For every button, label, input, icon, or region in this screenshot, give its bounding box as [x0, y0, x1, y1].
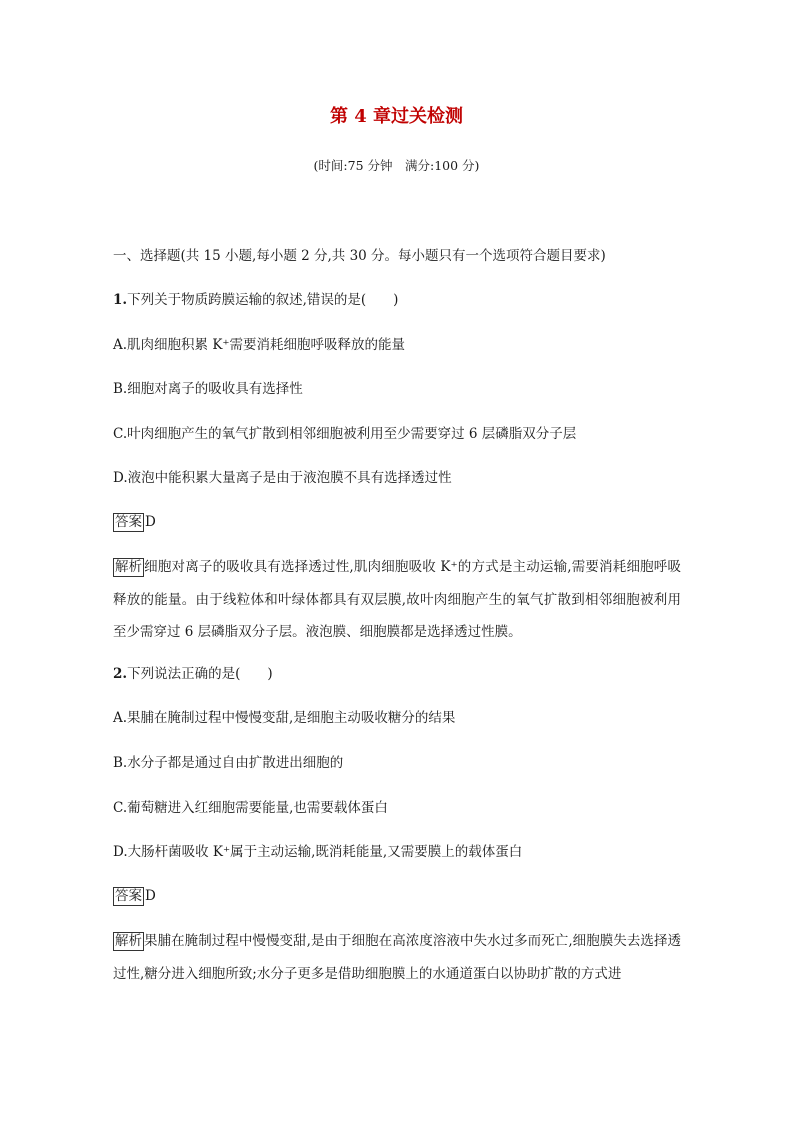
- option-d: D.液泡中能积累大量离子是由于液泡膜不具有选择透过性: [113, 470, 452, 486]
- question-number: 1.: [113, 292, 128, 308]
- analysis-text: 果脯在腌制过程中慢慢变甜,是由于细胞在高浓度溶液中失水过多而死亡,细胞膜失去选择透过性,糖分进入细胞所致;水分子更多是借助细胞膜上的水通道蛋白以协助扩散的方式进: [113, 933, 681, 982]
- analysis-label: 解析: [115, 559, 142, 575]
- answer-label: 答案: [115, 888, 142, 904]
- question-text: 下列关于物质跨膜运输的叙述,错误的是( ): [127, 292, 399, 308]
- option-d: D.大肠杆菌吸收 K⁺属于主动运输,既消耗能量,又需要膜上的载体蛋白: [113, 844, 523, 860]
- question-text: 下列说法正确的是( ): [127, 666, 273, 682]
- page-subtitle: (时间:75 分钟 满分:100 分): [313, 158, 480, 173]
- option-b: B.水分子都是通过自由扩散进出细胞的: [113, 755, 344, 771]
- option-c: C.叶肉细胞产生的氧气扩散到相邻细胞被利用至少需要穿过 6 层磷脂双分子层: [113, 426, 577, 442]
- answer-value: D: [145, 888, 156, 904]
- answer-label: 答案: [115, 514, 142, 530]
- option-b: B.细胞对离子的吸收具有选择性: [113, 381, 303, 397]
- analysis-label: 解析: [115, 933, 142, 949]
- answer-line: [113, 512, 681, 532]
- question-number: 2.: [113, 666, 128, 682]
- question-stem: [113, 664, 681, 684]
- option-c: C.葡萄糖进入红细胞需要能量,也需要载体蛋白: [113, 800, 388, 816]
- page-title: 第 4 章过关检测: [329, 106, 464, 127]
- answer-line: [113, 886, 681, 906]
- analysis-paragraph: [113, 925, 681, 990]
- section-heading: 一、选择题(共 15 小题,每小题 2 分,共 30 分。每小题只有一个选项符合题目要求): [113, 248, 606, 264]
- question-stem: [113, 290, 681, 310]
- analysis-paragraph: [113, 551, 681, 649]
- option-a: A.果脯在腌制过程中慢慢变甜,是细胞主动吸收糖分的结果: [113, 710, 456, 726]
- analysis-text: 细胞对离子的吸收具有选择透过性,肌肉细胞吸收 K⁺的方式是主动运输,需要消耗细胞呼吸释放的能量。由于线粒体和叶绿体都具有双层膜,故叶肉细胞产生的氧气扩散到相邻细胞被利用至少需穿过 6 层磷脂双分子层。液泡膜、细胞膜都是选择透过性膜。: [113, 559, 681, 640]
- option-a: A.肌肉细胞积累 K⁺需要消耗细胞呼吸释放的能量: [113, 337, 406, 353]
- answer-value: D: [145, 514, 156, 530]
